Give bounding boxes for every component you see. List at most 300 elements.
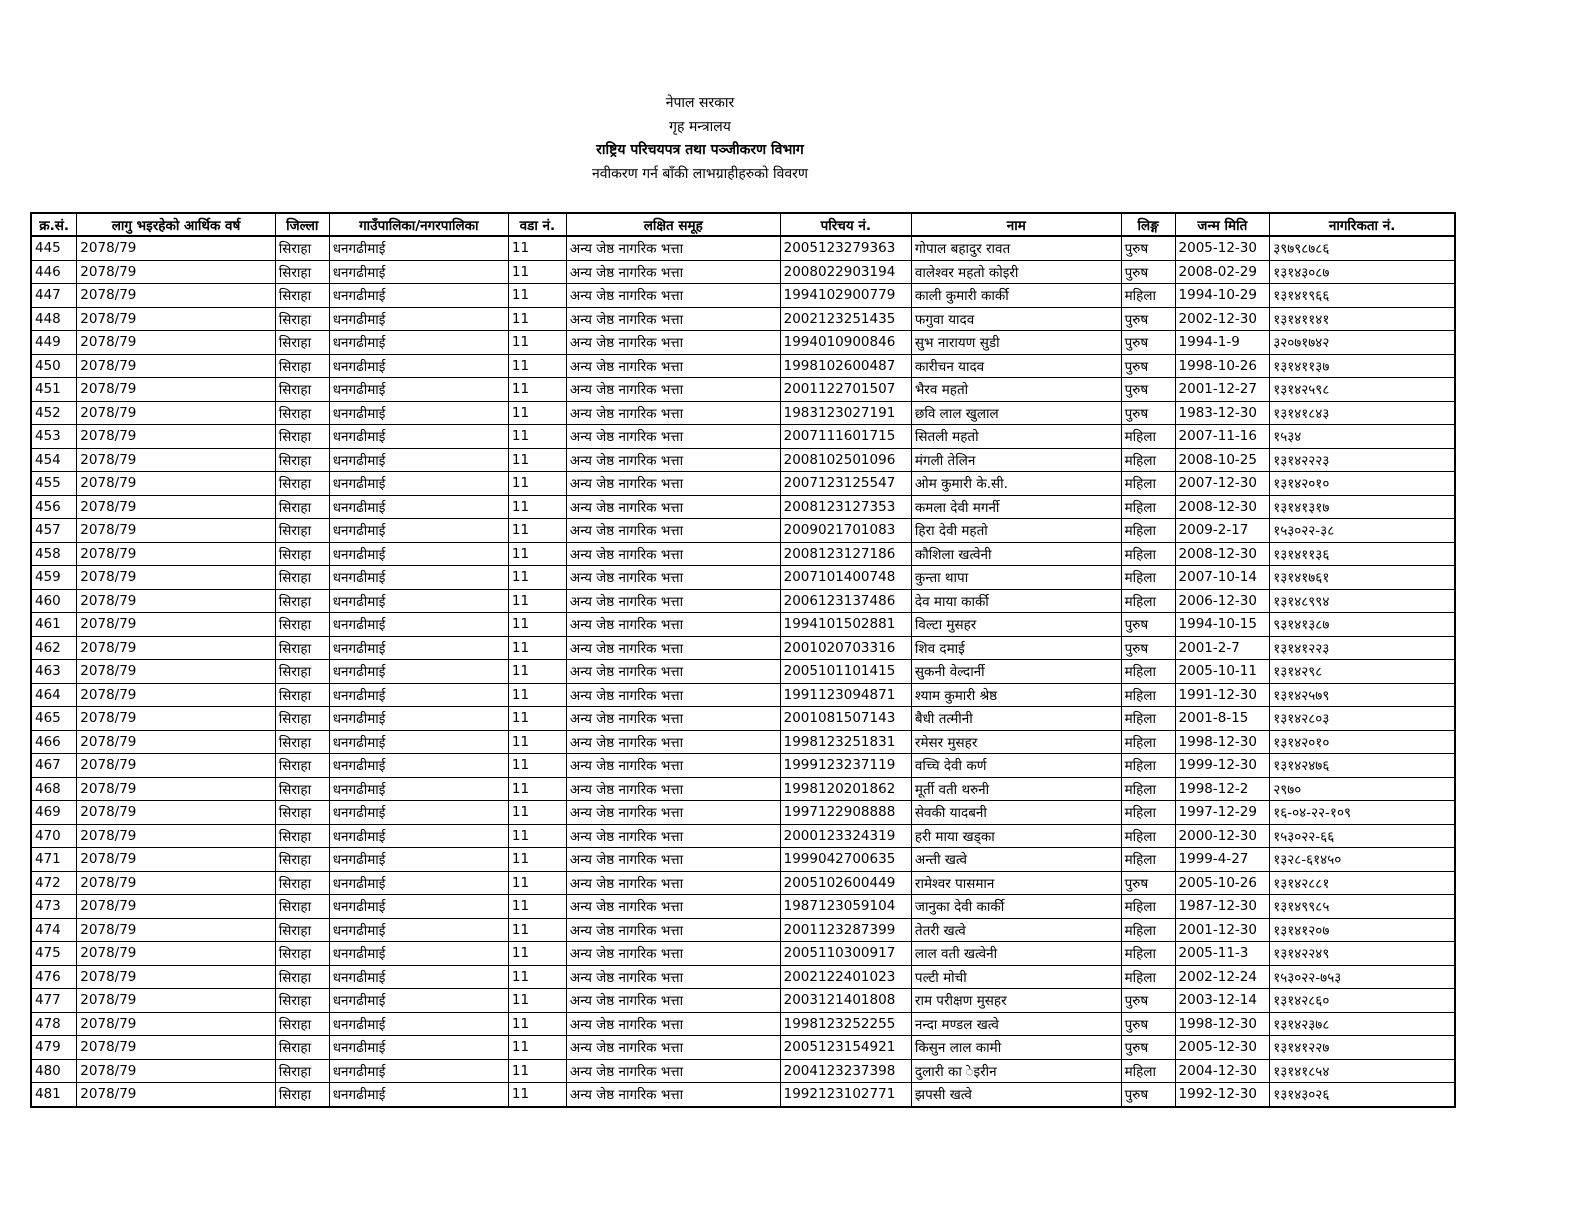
cell-citizenship-no: १३१४११३७ (1270, 354, 1455, 378)
cell-serial-no: 475 (31, 942, 77, 966)
cell-birth-date: 2001-12-30 (1175, 918, 1270, 942)
cell-birth-date: 1994-1-9 (1175, 331, 1270, 355)
table-row (31, 566, 1455, 590)
cell-target-group: अन्य जेष्ठ नागरिक भत्ता (566, 260, 780, 284)
cell-name: कमला देवी मगर्नी (911, 495, 1121, 519)
cell-birth-date: 2008-12-30 (1175, 495, 1270, 519)
cell-id-no: 2007123125547 (780, 472, 911, 496)
cell-name: रमेसर मुसहर (911, 730, 1121, 754)
cell-target-group: अन्य जेष्ठ नागरिक भत्ता (566, 613, 780, 637)
cell-citizenship-no: १३१४२९८ (1270, 660, 1455, 684)
cell-ward-no: 11 (508, 777, 566, 801)
cell-serial-no: 458 (31, 542, 77, 566)
cell-name: अन्ती खत्वे (911, 848, 1121, 872)
cell-citizenship-no: १३१४१९६६ (1270, 284, 1455, 308)
cell-municipality: धनगढीमाई (329, 448, 508, 472)
cell-birth-date: 1992-12-30 (1175, 1083, 1270, 1107)
cell-gender: महिला (1121, 848, 1175, 872)
cell-fiscal-year: 2078/79 (77, 542, 275, 566)
cell-ward-no: 11 (508, 542, 566, 566)
cell-ward-no: 11 (508, 989, 566, 1013)
cell-ward-no: 11 (508, 754, 566, 778)
cell-citizenship-no: १३१४११४१ (1270, 307, 1455, 331)
cell-serial-no: 451 (31, 378, 77, 402)
cell-gender: पुरुष (1121, 260, 1175, 284)
cell-serial-no: 478 (31, 1012, 77, 1036)
cell-serial-no: 450 (31, 354, 77, 378)
cell-ward-no: 11 (508, 801, 566, 825)
cell-name: दुलारी का ेइरीन (911, 1059, 1121, 1083)
cell-birth-date: 1994-10-29 (1175, 284, 1270, 308)
cell-serial-no: 446 (31, 260, 77, 284)
table-row (31, 1036, 1455, 1060)
cell-birth-date: 2007-10-14 (1175, 566, 1270, 590)
cell-serial-no: 463 (31, 660, 77, 684)
cell-municipality: धनगढीमाई (329, 354, 508, 378)
cell-citizenship-no: १३१४३०२६ (1270, 1083, 1455, 1107)
cell-serial-no: 471 (31, 848, 77, 872)
cell-municipality: धनगढीमाई (329, 754, 508, 778)
cell-birth-date: 2004-12-30 (1175, 1059, 1270, 1083)
cell-gender: महिला (1121, 566, 1175, 590)
cell-id-no: 2002123251435 (780, 307, 911, 331)
cell-serial-no: 469 (31, 801, 77, 825)
cell-fiscal-year: 2078/79 (77, 331, 275, 355)
cell-target-group: अन्य जेष्ठ नागरिक भत्ता (566, 519, 780, 543)
cell-birth-date: 2009-2-17 (1175, 519, 1270, 543)
table-row (31, 918, 1455, 942)
cell-district: सिराहा (275, 378, 329, 402)
cell-target-group: अन्य जेष्ठ नागरिक भत्ता (566, 1012, 780, 1036)
cell-municipality: धनगढीमाई (329, 1036, 508, 1060)
cell-fiscal-year: 2078/79 (77, 1083, 275, 1107)
cell-id-no: 2007111601715 (780, 425, 911, 449)
cell-ward-no: 11 (508, 1059, 566, 1083)
table-row (31, 236, 1455, 260)
cell-municipality: धनगढीमाई (329, 236, 508, 260)
cell-target-group: अन्य जेष्ठ नागरिक भत्ता (566, 754, 780, 778)
cell-gender: महिला (1121, 754, 1175, 778)
cell-municipality: धनगढीमाई (329, 683, 508, 707)
cell-name: फगुवा यादव (911, 307, 1121, 331)
cell-target-group: अन्य जेष्ठ नागरिक भत्ता (566, 965, 780, 989)
cell-id-no: 2001122701507 (780, 378, 911, 402)
cell-citizenship-no: १३१४२८०३ (1270, 707, 1455, 731)
cell-municipality: धनगढीमाई (329, 519, 508, 543)
cell-target-group: अन्य जेष्ठ नागरिक भत्ता (566, 730, 780, 754)
cell-id-no: 2008102501096 (780, 448, 911, 472)
cell-district: सिराहा (275, 1036, 329, 1060)
cell-municipality: धनगढीमाई (329, 284, 508, 308)
cell-id-no: 2005102600449 (780, 871, 911, 895)
table-row (31, 942, 1455, 966)
cell-fiscal-year: 2078/79 (77, 1059, 275, 1083)
cell-name: राम परीक्षण मुसहर (911, 989, 1121, 1013)
cell-district: सिराहा (275, 683, 329, 707)
cell-serial-no: 473 (31, 895, 77, 919)
cell-ward-no: 11 (508, 589, 566, 613)
cell-gender: महिला (1121, 895, 1175, 919)
cell-id-no: 2001020703316 (780, 636, 911, 660)
cell-citizenship-no: १३१४२८६० (1270, 989, 1455, 1013)
cell-fiscal-year: 2078/79 (77, 707, 275, 731)
cell-fiscal-year: 2078/79 (77, 472, 275, 496)
cell-municipality: धनगढीमाई (329, 378, 508, 402)
cell-citizenship-no: १६-०४-२२-१०९ (1270, 801, 1455, 825)
cell-municipality: धनगढीमाई (329, 895, 508, 919)
cell-gender: महिला (1121, 824, 1175, 848)
table-row (31, 707, 1455, 731)
table-row (31, 989, 1455, 1013)
cell-ward-no: 11 (508, 307, 566, 331)
column-header-district: जिल्ला (275, 213, 329, 236)
cell-ward-no: 11 (508, 871, 566, 895)
cell-municipality: धनगढीमाई (329, 1083, 508, 1107)
cell-target-group: अन्य जेष्ठ नागरिक भत्ता (566, 566, 780, 590)
cell-target-group: अन्य जेष्ठ नागरिक भत्ता (566, 871, 780, 895)
column-header-serial-no: क्र.सं. (31, 213, 77, 236)
cell-municipality: धनगढीमाई (329, 260, 508, 284)
cell-name: भैरव महतो (911, 378, 1121, 402)
cell-municipality: धनगढीमाई (329, 824, 508, 848)
cell-gender: महिला (1121, 284, 1175, 308)
column-header-ward-no: वडा नं. (508, 213, 566, 236)
cell-ward-no: 11 (508, 895, 566, 919)
cell-fiscal-year: 2078/79 (77, 566, 275, 590)
column-header-name: नाम (911, 213, 1121, 236)
cell-gender: महिला (1121, 425, 1175, 449)
cell-gender: महिला (1121, 683, 1175, 707)
cell-birth-date: 2005-10-11 (1175, 660, 1270, 684)
cell-serial-no: 472 (31, 871, 77, 895)
cell-target-group: अन्य जेष्ठ नागरिक भत्ता (566, 989, 780, 1013)
column-header-target-group: लक्षित समूह (566, 213, 780, 236)
cell-serial-no: 445 (31, 236, 77, 260)
cell-citizenship-no: १५३०२२-६६ (1270, 824, 1455, 848)
cell-gender: पुरुष (1121, 1083, 1175, 1107)
cell-district: सिराहा (275, 660, 329, 684)
cell-name: विल्टा मुसहर (911, 613, 1121, 637)
cell-serial-no: 462 (31, 636, 77, 660)
cell-birth-date: 1998-12-30 (1175, 730, 1270, 754)
cell-target-group: अन्य जेष्ठ नागरिक भत्ता (566, 848, 780, 872)
cell-name: गोपाल बहादुर रावत (911, 236, 1121, 260)
cell-birth-date: 1998-12-2 (1175, 777, 1270, 801)
cell-fiscal-year: 2078/79 (77, 448, 275, 472)
column-header-municipality: गाउँपालिका/नगरपालिका (329, 213, 508, 236)
cell-citizenship-no: १३१४१२०७ (1270, 918, 1455, 942)
cell-district: सिराहा (275, 566, 329, 590)
cell-serial-no: 459 (31, 566, 77, 590)
cell-ward-no: 11 (508, 660, 566, 684)
cell-municipality: धनगढीमाई (329, 1012, 508, 1036)
cell-citizenship-no: १३१४२५७९ (1270, 683, 1455, 707)
cell-gender: पुरुष (1121, 378, 1175, 402)
cell-serial-no: 448 (31, 307, 77, 331)
cell-fiscal-year: 2078/79 (77, 260, 275, 284)
cell-citizenship-no: ३२०७१७४२ (1270, 331, 1455, 355)
cell-gender: महिला (1121, 965, 1175, 989)
cell-citizenship-no: १३१४९९८५ (1270, 895, 1455, 919)
cell-citizenship-no: १३१४२०१० (1270, 730, 1455, 754)
cell-target-group: अन्य जेष्ठ नागरिक भत्ता (566, 331, 780, 355)
table-row (31, 354, 1455, 378)
cell-district: सिराहा (275, 1083, 329, 1107)
table-row (31, 519, 1455, 543)
table-row (31, 965, 1455, 989)
cell-id-no: 2004123237398 (780, 1059, 911, 1083)
column-header-id-no: परिचय नं. (780, 213, 911, 236)
cell-municipality: धनगढीमाई (329, 730, 508, 754)
cell-name: हिरा देवी महतो (911, 519, 1121, 543)
cell-target-group: अन्य जेष्ठ नागरिक भत्ता (566, 495, 780, 519)
cell-gender: पुरुष (1121, 401, 1175, 425)
cell-birth-date: 1983-12-30 (1175, 401, 1270, 425)
table-row (31, 378, 1455, 402)
cell-name: वालेश्वर महतो कोइरी (911, 260, 1121, 284)
cell-fiscal-year: 2078/79 (77, 801, 275, 825)
cell-gender: महिला (1121, 448, 1175, 472)
table-row (31, 848, 1455, 872)
cell-gender: पुरुष (1121, 331, 1175, 355)
cell-citizenship-no: १३१४२४७६ (1270, 754, 1455, 778)
cell-target-group: अन्य जेष्ठ नागरिक भत्ता (566, 425, 780, 449)
cell-fiscal-year: 2078/79 (77, 236, 275, 260)
cell-name: किसुन लाल कामी (911, 1036, 1121, 1060)
cell-ward-no: 11 (508, 824, 566, 848)
cell-serial-no: 477 (31, 989, 77, 1013)
cell-name: मंगली तेलिन (911, 448, 1121, 472)
cell-gender: पुरुष (1121, 989, 1175, 1013)
table-row (31, 895, 1455, 919)
cell-municipality: धनगढीमाई (329, 472, 508, 496)
cell-id-no: 1998123252255 (780, 1012, 911, 1036)
cell-serial-no: 476 (31, 965, 77, 989)
cell-gender: महिला (1121, 472, 1175, 496)
cell-birth-date: 1997-12-29 (1175, 801, 1270, 825)
cell-citizenship-no: १३१४२३७८ (1270, 1012, 1455, 1036)
cell-ward-no: 11 (508, 378, 566, 402)
table-row (31, 284, 1455, 308)
cell-citizenship-no: २९७० (1270, 777, 1455, 801)
cell-citizenship-no: १५३४ (1270, 425, 1455, 449)
cell-gender: महिला (1121, 918, 1175, 942)
cell-target-group: अन्य जेष्ठ नागरिक भत्ता (566, 307, 780, 331)
table-row (31, 613, 1455, 637)
table-row (31, 824, 1455, 848)
table-row (31, 589, 1455, 613)
cell-municipality: धनगढीमाई (329, 401, 508, 425)
cell-municipality: धनगढीमाई (329, 918, 508, 942)
cell-district: सिराहा (275, 472, 329, 496)
cell-name: सेवकी यादबनी (911, 801, 1121, 825)
table-row (31, 472, 1455, 496)
cell-ward-no: 11 (508, 566, 566, 590)
cell-district: सिराहा (275, 354, 329, 378)
cell-fiscal-year: 2078/79 (77, 589, 275, 613)
cell-name: छवि लाल खुलाल (911, 401, 1121, 425)
cell-name: वच्चि देवी कर्ण (911, 754, 1121, 778)
cell-district: सिराहा (275, 284, 329, 308)
table-row (31, 730, 1455, 754)
cell-birth-date: 1999-4-27 (1175, 848, 1270, 872)
cell-serial-no: 466 (31, 730, 77, 754)
cell-citizenship-no: १३२८-६१४५० (1270, 848, 1455, 872)
cell-district: सिराहा (275, 519, 329, 543)
cell-district: सिराहा (275, 895, 329, 919)
cell-birth-date: 2002-12-24 (1175, 965, 1270, 989)
cell-district: सिराहा (275, 636, 329, 660)
cell-birth-date: 2005-12-30 (1175, 236, 1270, 260)
cell-birth-date: 1999-12-30 (1175, 754, 1270, 778)
cell-gender: महिला (1121, 801, 1175, 825)
cell-district: सिराहा (275, 495, 329, 519)
cell-citizenship-no: १३१४१३१७ (1270, 495, 1455, 519)
cell-id-no: 1998123251831 (780, 730, 911, 754)
cell-citizenship-no: १३१४८९९४ (1270, 589, 1455, 613)
cell-birth-date: 2007-12-30 (1175, 472, 1270, 496)
cell-district: सिराहा (275, 918, 329, 942)
table-row (31, 1059, 1455, 1083)
cell-gender: पुरुष (1121, 354, 1175, 378)
cell-id-no: 1994010900846 (780, 331, 911, 355)
column-header-fiscal-year: लागु भइरहेको आर्थिक वर्ष (77, 213, 275, 236)
cell-name: शिव दमाई (911, 636, 1121, 660)
cell-district: सिराहा (275, 401, 329, 425)
cell-district: सिराहा (275, 589, 329, 613)
cell-citizenship-no: १३१४२२४९ (1270, 942, 1455, 966)
cell-id-no: 2000123324319 (780, 824, 911, 848)
cell-gender: महिला (1121, 660, 1175, 684)
cell-citizenship-no: १३१४१२२३ (1270, 636, 1455, 660)
cell-gender: पुरुष (1121, 236, 1175, 260)
cell-municipality: धनगढीमाई (329, 495, 508, 519)
cell-name: नन्दा मण्डल खत्वे (911, 1012, 1121, 1036)
cell-serial-no: 474 (31, 918, 77, 942)
cell-district: सिराहा (275, 707, 329, 731)
cell-birth-date: 2008-10-25 (1175, 448, 1270, 472)
header-ministry: गृह मन्त्रालय (669, 118, 731, 135)
cell-fiscal-year: 2078/79 (77, 354, 275, 378)
cell-birth-date: 2001-12-27 (1175, 378, 1270, 402)
cell-name: हरी माया खड्का (911, 824, 1121, 848)
cell-target-group: अन्य जेष्ठ नागरिक भत्ता (566, 1083, 780, 1107)
cell-birth-date: 2001-2-7 (1175, 636, 1270, 660)
cell-id-no: 1997122908888 (780, 801, 911, 825)
cell-municipality: धनगढीमाई (329, 307, 508, 331)
cell-municipality: धनगढीमाई (329, 942, 508, 966)
cell-id-no: 2008123127353 (780, 495, 911, 519)
cell-id-no: 2001081507143 (780, 707, 911, 731)
cell-name: कुन्ता थापा (911, 566, 1121, 590)
cell-serial-no: 455 (31, 472, 77, 496)
cell-district: सिराहा (275, 1059, 329, 1083)
cell-district: सिराहा (275, 613, 329, 637)
cell-fiscal-year: 2078/79 (77, 824, 275, 848)
cell-municipality: धनगढीमाई (329, 613, 508, 637)
cell-name: जानुका देवी कार्की (911, 895, 1121, 919)
cell-fiscal-year: 2078/79 (77, 1012, 275, 1036)
cell-ward-no: 11 (508, 495, 566, 519)
cell-target-group: अन्य जेष्ठ नागरिक भत्ता (566, 1036, 780, 1060)
cell-gender: महिला (1121, 519, 1175, 543)
cell-serial-no: 465 (31, 707, 77, 731)
cell-district: सिराहा (275, 236, 329, 260)
cell-district: सिराहा (275, 448, 329, 472)
cell-ward-no: 11 (508, 425, 566, 449)
cell-ward-no: 11 (508, 918, 566, 942)
cell-id-no: 1999042700635 (780, 848, 911, 872)
cell-citizenship-no: १५३०२२-७५३ (1270, 965, 1455, 989)
cell-target-group: अन्य जेष्ठ नागरिक भत्ता (566, 824, 780, 848)
table-row (31, 260, 1455, 284)
cell-serial-no: 480 (31, 1059, 77, 1083)
cell-target-group: अन्य जेष्ठ नागरिक भत्ता (566, 777, 780, 801)
table-row (31, 777, 1455, 801)
cell-ward-no: 11 (508, 965, 566, 989)
header-report-title: नवीकरण गर्न बाँकी लाभग्राहीहरुको विवरण (592, 165, 808, 182)
cell-target-group: अन्य जेष्ठ नागरिक भत्ता (566, 660, 780, 684)
cell-id-no: 2005110300917 (780, 942, 911, 966)
cell-fiscal-year: 2078/79 (77, 378, 275, 402)
cell-serial-no: 464 (31, 683, 77, 707)
cell-serial-no: 447 (31, 284, 77, 308)
cell-ward-no: 11 (508, 448, 566, 472)
table-row (31, 801, 1455, 825)
cell-district: सिराहा (275, 989, 329, 1013)
column-header-gender: लिङ्ग (1121, 213, 1175, 236)
cell-target-group: अन्य जेष्ठ नागरिक भत्ता (566, 707, 780, 731)
table-row (31, 660, 1455, 684)
cell-district: सिराहा (275, 965, 329, 989)
table-row (31, 495, 1455, 519)
cell-name: सुभ नारायण सुडी (911, 331, 1121, 355)
cell-name: मूर्ती वती थरुनी (911, 777, 1121, 801)
cell-target-group: अन्य जेष्ठ नागरिक भत्ता (566, 683, 780, 707)
table-row (31, 636, 1455, 660)
cell-id-no: 2005101101415 (780, 660, 911, 684)
cell-district: सिराहा (275, 260, 329, 284)
cell-serial-no: 453 (31, 425, 77, 449)
cell-birth-date: 2000-12-30 (1175, 824, 1270, 848)
cell-fiscal-year: 2078/79 (77, 636, 275, 660)
cell-serial-no: 460 (31, 589, 77, 613)
cell-name: पल्टी मोची (911, 965, 1121, 989)
cell-district: सिराहा (275, 824, 329, 848)
cell-fiscal-year: 2078/79 (77, 401, 275, 425)
cell-fiscal-year: 2078/79 (77, 918, 275, 942)
table-row (31, 331, 1455, 355)
cell-ward-no: 11 (508, 683, 566, 707)
cell-serial-no: 449 (31, 331, 77, 355)
cell-municipality: धनगढीमाई (329, 801, 508, 825)
table-row (31, 683, 1455, 707)
cell-serial-no: 468 (31, 777, 77, 801)
cell-municipality: धनगढीमाई (329, 566, 508, 590)
cell-name: तेतरी खत्वे (911, 918, 1121, 942)
cell-id-no: 2002122401023 (780, 965, 911, 989)
cell-citizenship-no: १३१४३०८७ (1270, 260, 1455, 284)
cell-gender: महिला (1121, 589, 1175, 613)
cell-id-no: 2006123137486 (780, 589, 911, 613)
cell-serial-no: 454 (31, 448, 77, 472)
cell-birth-date: 2007-11-16 (1175, 425, 1270, 449)
table-row (31, 542, 1455, 566)
cell-name: बैधी तत्मीनी (911, 707, 1121, 731)
cell-name: काली कुमारी कार्की (911, 284, 1121, 308)
cell-citizenship-no: १३१४१२२७ (1270, 1036, 1455, 1060)
cell-serial-no: 452 (31, 401, 77, 425)
